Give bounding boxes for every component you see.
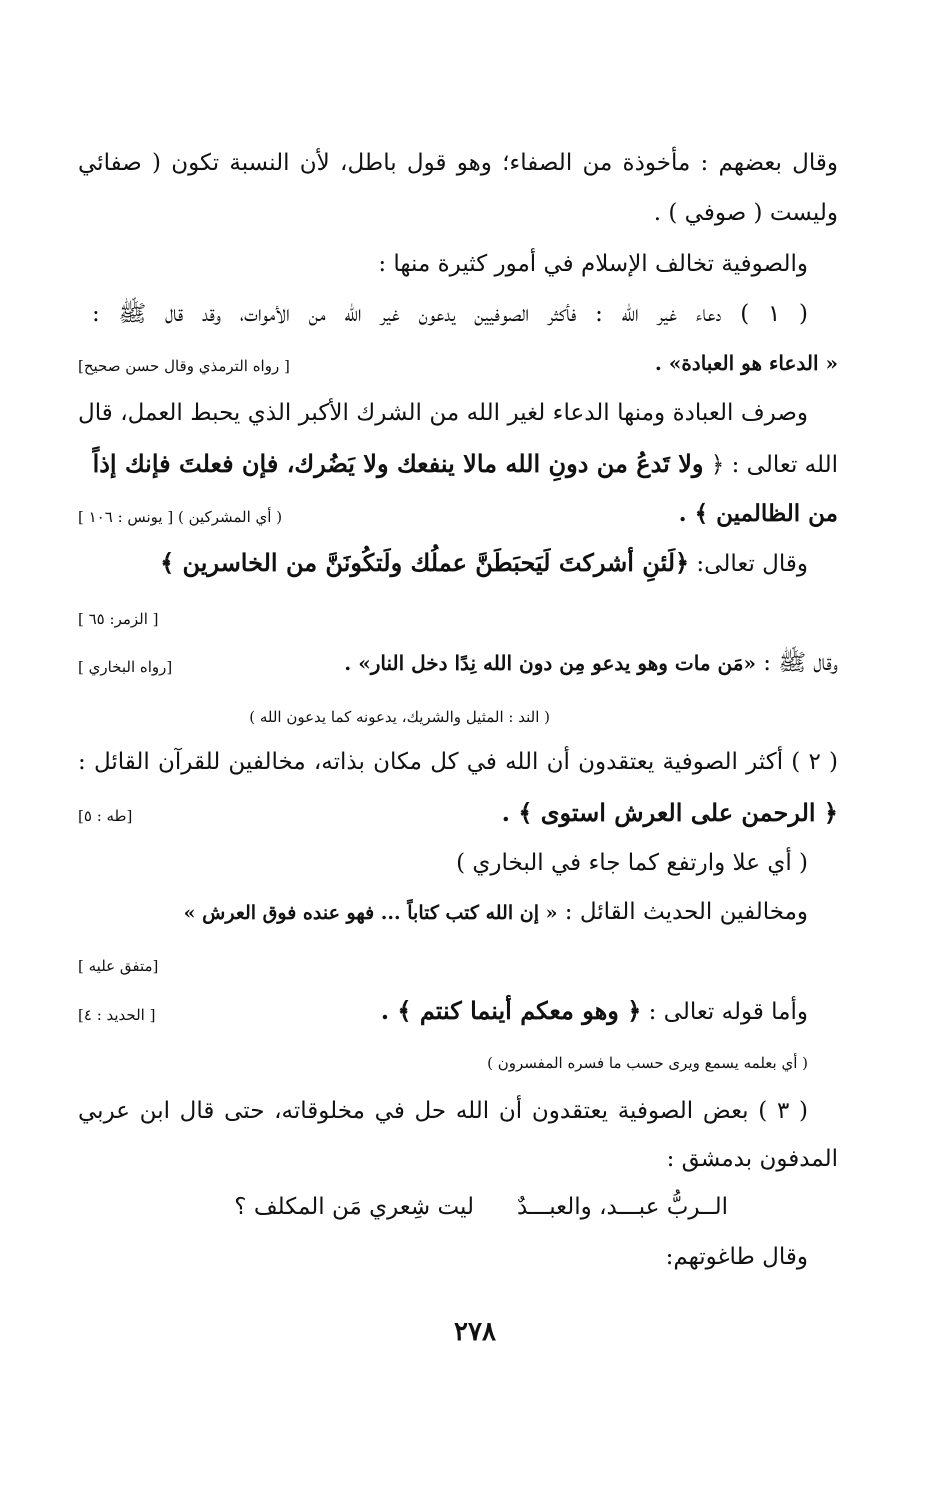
hadith-text-arsh: « إن الله كتب كتاباً ... فهو عنده فوق العرش » — [183, 902, 558, 924]
verse-intro-text: وأما قوله تعالى : — [648, 999, 808, 1025]
quran-verse-taha: ﴿ الرحمن على العرش استوى ﴾ . — [501, 798, 838, 827]
quran-verse-hadid: ﴿ وهو معكم أينما كنتم ﴾ . — [380, 996, 642, 1025]
hadith-line-bukhari — [344, 646, 838, 680]
paragraph-line-23: وقال طاغوتهم: — [665, 1244, 808, 1270]
explanation-line: ( أي علا وارتفع كما جاء في البخاري ) — [456, 850, 808, 876]
verse-intro-text: وقال تعالى: — [696, 551, 808, 577]
paragraph-line-1: وقال بعضهم : مأخوذة من الصفاء؛ وهو قول باطل، لأن النسبة تكون ( صفائي — [78, 150, 838, 176]
tafsir-note: ( أي بعلمه يسمع ويرى حسب ما فسره المفسرون ) — [487, 1054, 808, 1072]
paragraph-line-3: والصوفية تخالف الإسلام في أمور كثيرة منها : — [378, 251, 808, 277]
quran-verse-part1: ولا تَدعُ من دونِ الله مالا ينفعك ولا يَضُرك، فإن فعلتَ فإنك إذاً — [92, 449, 704, 478]
verse-reference-yunus: ( أي المشركين ) [ يونس : ١٠٦ ] — [78, 508, 283, 526]
quran-verse-part2: من الظالمين ﴾ . — [678, 500, 838, 527]
paragraph-line-20: ( ٣ ) بعض الصوفية يعتقدون أن الله حل في مخلوقاته، حتى قال ابن عربي — [78, 1098, 808, 1124]
verse-reference-hadid: [ الحديد : ٤] — [78, 1006, 156, 1024]
hadith-quote: « الدعاء هو العبادة» . — [654, 351, 838, 375]
paragraph-line-2: وليست ( صوفي ) . — [653, 200, 838, 226]
page-number: ٢٧٨ — [454, 1317, 496, 1347]
hadith-reference-bukhari: [رواه البخاري ] — [78, 658, 173, 676]
paragraph-line-21: المدفون بدمشق : — [666, 1146, 838, 1172]
hadith-reference-muttafaq: [متفق عليه ] — [78, 957, 159, 975]
quran-verse-zumar: ﴿لَئنِ أشركتَ لَيَحبَطَنَّ عملُك ولَتكُونَنَّ من الخاسرين ﴾ — [160, 548, 690, 577]
paragraph-line-4: ( ١ ) دعاء غير الله : فأكثر الصوفيين يدعون غير الله من الأموات، وقد قال ﷺ : — [92, 301, 808, 327]
verse-intro-text: الله تعالى : ﴿ — [710, 452, 838, 478]
verse-line-hadid — [381, 994, 808, 1029]
hadith-reference: [ رواه الترمذي وقال حسن صحيح] — [78, 357, 290, 375]
hadith-text: «مَن مات وهو يدعو مِن دون الله نِدًا دخل النار» . — [344, 651, 756, 675]
poem-hemistich-1: الــربُّ عبـــد، والعبـــدٌ — [516, 1194, 728, 1220]
hadith-intro: ومخالفين الحديث القائل : — [564, 899, 808, 925]
hadith-intro: وقال ﷺ : — [763, 650, 838, 676]
hadith-line-arsh — [184, 895, 808, 930]
paragraph-line-13: ( ٢ ) أكثر الصوفية يعتقدون أن الله في كل مكان بذاته، مخالفين للقرآن القائل : — [78, 749, 838, 775]
definition-note: ( الند : المثيل والشريك، يدعونه كما يدعون الله ) — [249, 708, 550, 726]
verse-reference-zumar: [ الزمر: ٦٥ ] — [78, 610, 159, 628]
verse-line-zumar — [160, 546, 808, 581]
paragraph-line-6: وصرف العبادة ومنها الدعاء لغير الله من الشرك الأكبر الذي يحبط العمل، قال — [78, 400, 808, 426]
verse-intro — [93, 447, 838, 482]
verse-reference-taha: [طه : ٥] — [78, 807, 133, 825]
poem-hemistich-2: ليت شِعري مَن المكلف ؟ — [234, 1194, 474, 1220]
